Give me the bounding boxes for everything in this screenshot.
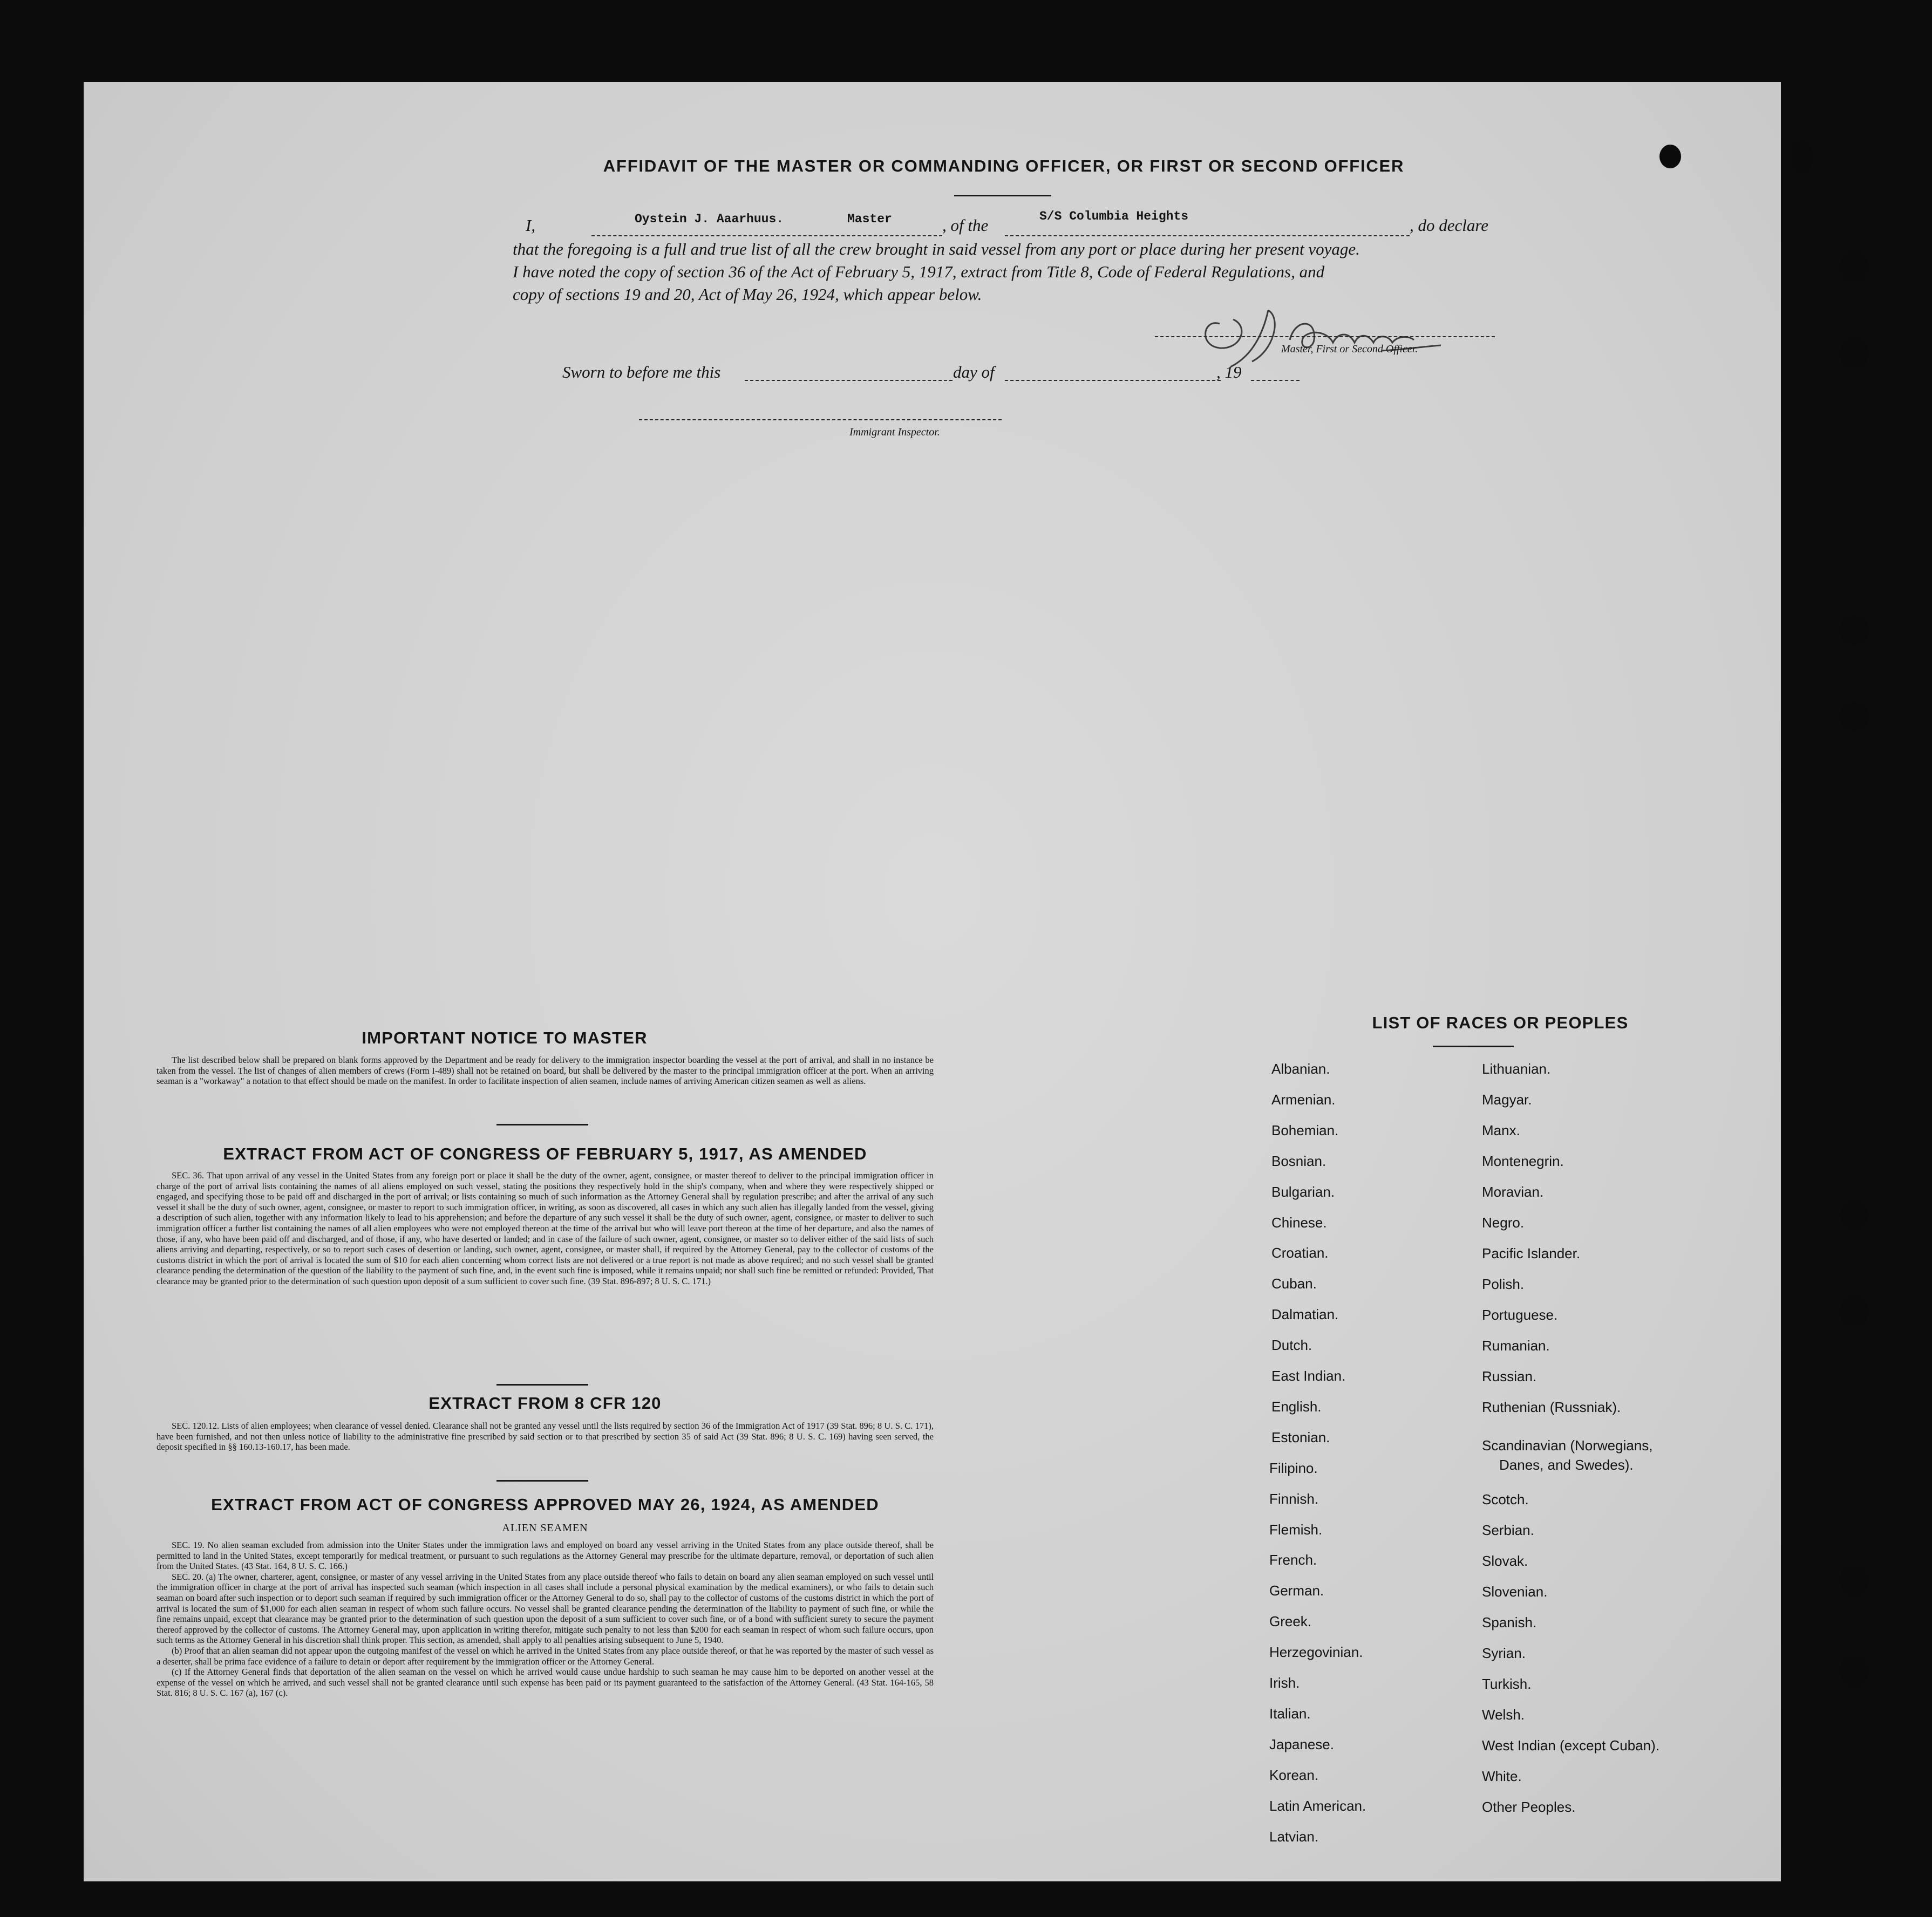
binder-hole (1840, 251, 1868, 282)
master-signature (1187, 286, 1468, 372)
race-item: Filipino. (1269, 1459, 1318, 1476)
extract-cfr-body: SEC. 120.12. Lists of alien employees; when clearance of vessel denied. Clearance shall not be granted any vessel until the lists required by section 36 of the Immigration Act of 1917 (39 Stat. 896; 8 U. S. C. 171), have been furnished, and not then unless notice of liability to the administrative fine prescribed by said section or to that prescribed by section 35 of said Act (39 Stat. 896; 8 U. S. C. 169) having seen served, the deposit specified in §§ 160.13-160.17, has been made. (157, 1421, 934, 1452)
title-divider (954, 195, 1051, 196)
race-item: Polish. (1482, 1276, 1525, 1292)
affidavit-line-2: that the foregoing is a full and true list of all the crew brought in said vessel from any port or place during her present voyage. (513, 240, 1360, 258)
binder-hole (1840, 701, 1868, 732)
extract-1924-title: EXTRACT FROM ACT OF CONGRESS APPROVED MAY 26, 1924, AS AMENDED (211, 1495, 879, 1514)
race-item: Herzegovinian. (1269, 1644, 1363, 1661)
extract-1924-subtitle: ALIEN SEAMEN (502, 1522, 588, 1534)
section-19-paragraph: SEC. 19. No alien seaman excluded from admission into the Uniter States under the immigration laws and employed on board any vessel arriving in the United States from any place outside thereof, shall be permitted to land in the United States, except temporarily for medical treatment, or pursuant to such regulations as the Attorney General may prescribe for the ultimate departure, removal, or deportation of such alien from the United States. (43 Stat. 164, 8 U. S. C. 166.) (157, 1540, 934, 1572)
race-item: Albanian. (1271, 1061, 1330, 1077)
race-item: Welsh. (1482, 1707, 1525, 1723)
extract-1917-title: EXTRACT FROM ACT OF CONGRESS OF FEBRUARY 5, 1917, AS AMENDED (223, 1144, 867, 1163)
race-item: English. (1271, 1398, 1322, 1415)
race-item: Manx. (1482, 1122, 1520, 1138)
race-item: Spanish. (1482, 1614, 1537, 1631)
race-item: Portuguese. (1482, 1307, 1558, 1323)
race-item: Finnish. (1269, 1490, 1319, 1507)
race-item: Scandinavian (Norwegians, (1482, 1437, 1653, 1454)
master-name-field: Oystein J. Aaarhuus. (635, 212, 784, 226)
binder-hole (1840, 1200, 1868, 1230)
binder-hole (1840, 615, 1868, 645)
race-item: Negro. (1482, 1215, 1525, 1231)
binder-hole (1840, 1656, 1868, 1687)
race-item: Chinese. (1271, 1214, 1327, 1231)
section-20a-paragraph: SEC. 20. (a) The owner, charterer, agent, consignee, or master of any vessel arriving in the United States from any place outside thereof who fails to detain on board any alien seaman employed on such vessel until the immigration officer in charge at the port of arrival has inspected such seaman (which inspection in all cases shall include a personal physical examination by the medical examiners), or who fails to detain such seaman on board after such inspection or to deport such seaman if required by such immigration officer or the Attorney General to do so, shall pay to the collector of customs of the customs district in which the port of arrival is located the sum of $1,000 for each alien seaman in respect of whom such failure occurs. No vessel shall be granted clearance pending the determination of the liability to payment of such fine, or while the fine remains unpaid, except that clearance may be granted prior to the determination of such question upon the deposit of a sum sufficient to cover such fine, or of a bond with sufficient surety to secure the payment thereof approved by the collector of customs. The Attorney General may, upon application in writing therefor, mitigate such penalty to not less than $200 for each seaman in respect of whom such failure occurs, upon such terms as the Attorney General in his discretion shall think proper. This section, as amended, shall apply to all penalties arising subsequent to June 5, 1940. (157, 1571, 934, 1646)
race-item: Bosnian. (1271, 1152, 1326, 1169)
affidavit-line-3: I have noted the copy of section 36 of the Act of February 5, 1917, extract from Title 8, Code of Federal Regulations, and (513, 262, 1325, 281)
section-20c-paragraph: (c) If the Attorney General finds that deportation of the alien seaman on the vessel on which he arrived would cause undue hardship to such seaman he may cause him to be deported on another vessel at the expense of the vessel on which he arrived, and such vessel shall not be granted clearance until such expense has been paid or its payment guaranteed to the satisfaction of the Attorney General. (43 Stat. 164-165, 58 Stat. 816; 8 U. S. C. 167 (a), 167 (c). (157, 1667, 934, 1698)
race-item: Scotch. (1482, 1491, 1529, 1507)
inspector-signature-line (639, 419, 1002, 420)
extract-1917-body: SEC. 36. That upon arrival of any vessel in the United States from any foreign port or place it shall be the duty of the owner, agent, consignee, or master thereof to deliver to the principal immigration officer in charge of the port of arrival lists containing the names of all aliens employed on such vessel, stating the positions they respectively hold in the ship's company, when and where they were respectively shipped or engaged, and specifying those to be paid off and discharged in the port of arrival; or lists containing so much of such information as the Attorney General shall by regulation prescribe; and after the arrival of any such vessel it shall be the duty of such owner, agent, consignee, or master to report to such immigration officer, in writing, as soon as discovered, all cases in which any such alien has illegally landed from the vessel, giving a description of such alien, together with any information likely to lead to his apprehension; and before the departure of any such vessel it shall be the duty of such owner, agent, consignee, or master to deliver to such immigration officer a further list containing the names of all alien employees who were not employed thereon at the time of the arrival but who will leave port thereon at the time of her departure, and also the names of those, if any, who have been paid off and discharged, and of those, if any, who have deserted or landed; and in case of the failure of such owner, agent, consignee, or master so to deliver either of the said lists of such aliens arriving and departing, respectively, or so to report such cases of desertion or landing, such owner, agent, consignee, or master shall, if required by the Attorney General, pay to the collector of customs of the customs district in which the port of arrival is located the sum of $10 for each alien concerning whom correct lists are not delivered or a true report is not made as above required; and no such vessel shall be granted clearance pending the determination of the question of the liability to the payment of such fine, and, in the event such fine is imposed, while it remains unpaid; nor shall such fine be remitted or refunded: Provided, That clearance may be granted prior to the determination of such question upon deposit of a sum sufficient to cover such fine. (39 Stat. 896-897; 8 U. S. C. 171.) (157, 1170, 934, 1286)
binder-hole (1840, 338, 1868, 368)
vessel-line (1005, 235, 1410, 236)
extract-1924-body (157, 1540, 934, 1698)
race-item: Danes, and Swedes). (1499, 1457, 1634, 1473)
notice-body: The list described below shall be prepared on blank forms approved by the Department and be ready for delivery to the immigration inspector boarding the vessel at the port of arrival, and shall in no instance be taken from the vessel. The list of changes of alien members of crews (Form I-489) shall not be retained on board, but shall be delivered by the master to the principal immigration officer at the port. When an arriving seaman is a "workaway" a notation to that effect should be made on the manifest. In order to facilitate inspection of alien seamen, include names of arriving American citizen seamen as well as aliens. (157, 1055, 934, 1087)
race-item: Korean. (1269, 1766, 1319, 1783)
race-item: French. (1269, 1552, 1317, 1568)
race-item: Bohemian. (1271, 1122, 1339, 1138)
race-item: Estonian. (1271, 1429, 1330, 1445)
binder-hole (1659, 145, 1681, 168)
day-of-label: day of (953, 363, 995, 381)
race-item: Ruthenian (Russniak). (1482, 1399, 1621, 1415)
master-name-line (591, 235, 942, 236)
race-item: Lithuanian. (1482, 1061, 1551, 1077)
race-item: Latin American. (1269, 1797, 1366, 1814)
race-item: Dutch. (1271, 1337, 1312, 1354)
vessel-field: S/S Columbia Heights (1039, 209, 1189, 223)
race-item: Bulgarian. (1271, 1183, 1335, 1200)
binder-hole (1840, 1566, 1868, 1596)
extract-cfr-divider (496, 1480, 588, 1482)
race-item: Syrian. (1482, 1645, 1526, 1661)
race-item: West Indian (except Cuban). (1482, 1737, 1660, 1754)
race-item: Latvian. (1269, 1828, 1319, 1845)
affidavit-title: AFFIDAVIT OF THE MASTER OR COMMANDING OFFICER, OR FIRST OR SECOND OFFICER (603, 156, 1405, 175)
binder-hole (1791, 140, 1812, 173)
race-item: Japanese. (1269, 1736, 1334, 1752)
race-item: Irish. (1269, 1675, 1300, 1691)
race-item: Armenian. (1271, 1091, 1336, 1108)
race-item: Magyar. (1482, 1091, 1532, 1108)
of-the-label: , of the (942, 216, 989, 235)
race-item: Russian. (1482, 1368, 1537, 1384)
sworn-month-line (1005, 380, 1221, 381)
year-label: , 19 (1216, 363, 1242, 381)
race-item: Flemish. (1269, 1521, 1323, 1538)
races-title: LIST OF RACES OR PEOPLES (1372, 1013, 1629, 1032)
race-item: Rumanian. (1482, 1338, 1550, 1354)
race-item: Serbian. (1482, 1522, 1534, 1538)
race-item: Moravian. (1482, 1184, 1544, 1200)
do-declare-label: , do declare (1410, 216, 1489, 235)
race-item: Montenegrin. (1482, 1153, 1564, 1169)
race-item: East Indian. (1271, 1368, 1346, 1384)
race-item: Slovak. (1482, 1553, 1528, 1569)
race-item: Italian. (1269, 1705, 1311, 1722)
extract-1917-divider (496, 1384, 588, 1386)
race-item: Dalmatian. (1271, 1306, 1339, 1323)
section-20b-paragraph: (b) Proof that an alien seaman did not appear upon the outgoing manifest of the vessel on which he arrived in the United States from any place outside thereof, or that he was reported by the master of such vessel as a deserter, shall be prima face evidence of a failure to detain or deport after requirement by the immigration officer or the Attorney General. (157, 1645, 934, 1667)
signer-caption: Master, First or Second Officer. (1281, 343, 1418, 355)
affidavit-i-prefix: I, (526, 216, 536, 235)
sworn-day-line (745, 380, 953, 381)
sworn-label: Sworn to before me this (562, 363, 721, 381)
races-divider (1433, 1046, 1514, 1047)
notice-title: IMPORTANT NOTICE TO MASTER (362, 1028, 648, 1047)
race-item: Pacific Islander. (1482, 1245, 1581, 1261)
binder-hole (1840, 1296, 1868, 1326)
extract-cfr-title: EXTRACT FROM 8 CFR 120 (428, 1394, 662, 1413)
race-item: Greek. (1269, 1613, 1312, 1630)
race-item: German. (1269, 1582, 1324, 1599)
rank-field: Master (847, 212, 892, 226)
race-item: Cuban. (1271, 1275, 1317, 1292)
race-item: Croatian. (1271, 1245, 1329, 1261)
signature-line (1155, 336, 1495, 337)
race-item: White. (1482, 1768, 1522, 1784)
inspector-caption: Immigrant Inspector. (849, 426, 940, 438)
race-item: Slovenian. (1482, 1584, 1548, 1600)
notice-divider (496, 1124, 588, 1125)
sworn-year-line (1251, 380, 1300, 381)
race-item: Other Peoples. (1482, 1799, 1576, 1815)
race-item: Turkish. (1482, 1676, 1532, 1692)
affidavit-line-4: copy of sections 19 and 20, Act of May 26, 1924, which appear below. (513, 285, 982, 304)
